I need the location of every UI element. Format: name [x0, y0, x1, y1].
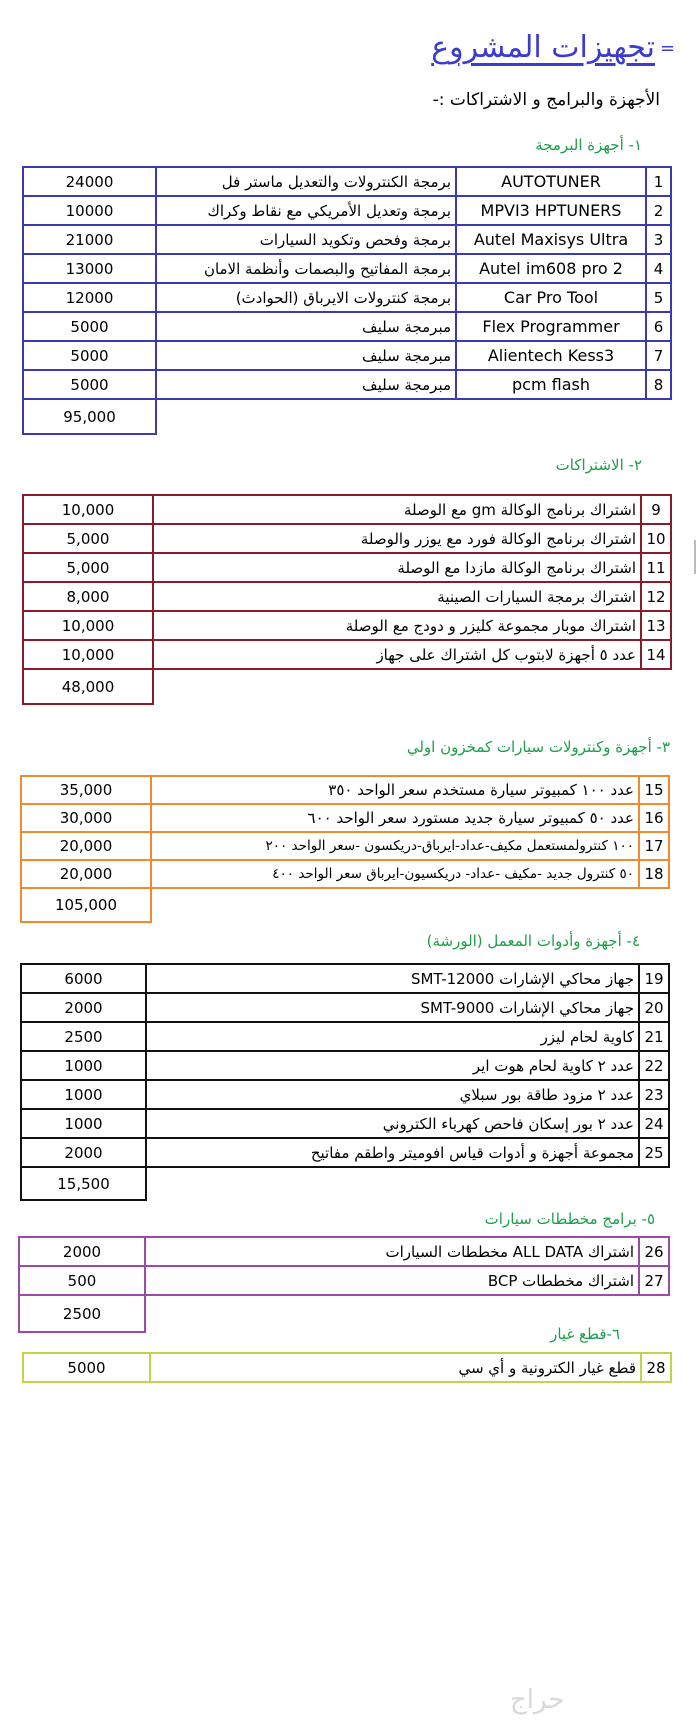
item-name: Alientech Kess3 [456, 341, 646, 370]
item-price: 2000 [21, 993, 146, 1022]
item-number: 15 [639, 776, 669, 804]
section-total: 2500 [19, 1295, 145, 1332]
item-description: برمجة الكنترولات والتعديل ماستر فل [156, 167, 456, 196]
section-total: 48,000 [23, 669, 153, 704]
item-price: 2500 [21, 1022, 146, 1051]
item-number: 11 [641, 553, 671, 582]
item-description: جهاز محاكي الإشارات SMT-9000 [146, 993, 639, 1022]
table-row [21, 1138, 669, 1167]
item-description: مبرمجة سليف [156, 370, 456, 399]
item-number: 19 [639, 964, 669, 993]
item-number: 12 [641, 582, 671, 611]
item-price: 10000 [23, 196, 156, 225]
item-name: MPVI3 HPTUNERS [456, 196, 646, 225]
item-number: 14 [641, 640, 671, 669]
item-price: 5,000 [23, 524, 153, 553]
table-row [23, 254, 671, 283]
item-description: جهاز محاكي الإشارات SMT-12000 [146, 964, 639, 993]
item-price: 1000 [21, 1051, 146, 1080]
inventory-table [20, 775, 670, 923]
item-price: 5000 [23, 370, 156, 399]
section-heading-programming-devices: ١- أجهزة البرمجة [535, 136, 642, 154]
item-price: 5000 [23, 312, 156, 341]
table-row [23, 611, 671, 640]
section-heading-inventory: ٣- أجهزة وكنترولات سيارات كمخزون اولي [406, 738, 670, 756]
table-row [23, 1353, 671, 1382]
item-price: 2000 [21, 1138, 146, 1167]
table-row [23, 341, 671, 370]
table-row [21, 993, 669, 1022]
item-description: برمجة كنترولات الايرباق (الحوادث) [156, 283, 456, 312]
table-row [23, 553, 671, 582]
table-row [21, 832, 669, 860]
item-description: برمجة وتعديل الأمريكي مع نقاط وكراك [156, 196, 456, 225]
item-description: اشتراك مخططات BCP [145, 1266, 639, 1295]
item-price: 10,000 [23, 640, 153, 669]
item-number: 7 [646, 341, 671, 370]
item-number: 22 [639, 1051, 669, 1080]
item-description: برمجة المفاتيح والبصمات وأنظمة الامان [156, 254, 456, 283]
subscriptions-table [22, 494, 672, 705]
table-row [21, 804, 669, 832]
section-heading-subscriptions: ٢- الاشتراكات [555, 456, 642, 474]
item-number: 3 [646, 225, 671, 254]
item-name: AUTOTUNER [456, 167, 646, 196]
table-row [19, 1237, 669, 1266]
item-number: 4 [646, 254, 671, 283]
table-row [23, 640, 671, 669]
item-price: 5,000 [23, 553, 153, 582]
item-price: 13000 [23, 254, 156, 283]
item-number: 13 [641, 611, 671, 640]
item-number: 23 [639, 1080, 669, 1109]
total-row [23, 399, 671, 434]
total-row [23, 669, 671, 704]
item-description: اشتراك موبار مجموعة كليزر و دودج مع الوصلة [153, 611, 641, 640]
section-total: 95,000 [23, 399, 156, 434]
item-description: اشتراك برنامج الوكالة فورد مع يوزر والوصلة [153, 524, 641, 553]
section-total: 105,000 [21, 888, 151, 922]
page-title: تجهيزات المشروع [431, 30, 655, 65]
table-row [23, 524, 671, 553]
table-row [21, 1080, 669, 1109]
section-heading-wiring-diagrams: ٥- برامج مخططات سيارات [484, 1210, 655, 1228]
item-number: 17 [639, 832, 669, 860]
item-description: عدد ١٠٠ كمبيوتر سيارة مستخدم سعر الواحد ٣٥٠ [151, 776, 639, 804]
table-row [21, 860, 669, 888]
item-description: اشتراك ALL DATA مخططات السيارات [145, 1237, 639, 1266]
table-row [23, 370, 671, 399]
title-mark: = [660, 38, 676, 59]
table-row [23, 167, 671, 196]
item-number: 16 [639, 804, 669, 832]
item-number: 2 [646, 196, 671, 225]
item-number: 28 [641, 1353, 671, 1382]
item-price: 20,000 [21, 860, 151, 888]
table-row [23, 495, 671, 524]
item-name: Car Pro Tool [456, 283, 646, 312]
item-description: ٥٠ كنترول جديد -مكيف -عداد- دريكسيون-ايرباق سعر الواحد ٤٠٠ [151, 860, 639, 888]
item-price: 5000 [23, 341, 156, 370]
item-number: 20 [639, 993, 669, 1022]
item-price: 1000 [21, 1109, 146, 1138]
item-price: 5000 [23, 1353, 150, 1382]
item-description: عدد ٢ بور إسكان فاحص كهرباء الكتروني [146, 1109, 639, 1138]
haraj-watermark: حراج [510, 1685, 565, 1715]
item-number: 24 [639, 1109, 669, 1138]
table-row [21, 964, 669, 993]
table-row [19, 1266, 669, 1295]
item-number: 5 [646, 283, 671, 312]
table-row [21, 776, 669, 804]
item-number: 8 [646, 370, 671, 399]
item-price: 35,000 [21, 776, 151, 804]
item-price: 30,000 [21, 804, 151, 832]
scroll-indicator [694, 540, 696, 574]
item-number: 21 [639, 1022, 669, 1051]
item-description: عدد ٥ أجهزة لابتوب كل اشتراك على جهاز [153, 640, 641, 669]
item-number: 1 [646, 167, 671, 196]
table-row [23, 312, 671, 341]
table-row [23, 196, 671, 225]
item-description: مبرمجة سليف [156, 341, 456, 370]
section-heading-workshop-tools: ٤- أجهزة وأدوات المعمل (الورشة) [426, 932, 640, 950]
item-description: قطع غيار الكترونية و أي سي [150, 1353, 641, 1382]
item-number: 10 [641, 524, 671, 553]
item-description: عدد ٢ كاوية لحام هوت اير [146, 1051, 639, 1080]
item-name: Autel Maxisys Ultra [456, 225, 646, 254]
programming-devices-table [22, 166, 672, 435]
item-price: 500 [19, 1266, 145, 1295]
item-description: ١٠٠ كنترولمستعمل مكيف-عداد-ايرباق-دريكسون -سعر الواحد ٢٠٠ [151, 832, 639, 860]
item-description: برمجة وفحص وتكويد السيارات [156, 225, 456, 254]
table-row [21, 1051, 669, 1080]
item-price: 12000 [23, 283, 156, 312]
wiring-diagrams-table [18, 1236, 670, 1333]
item-price: 2000 [19, 1237, 145, 1266]
item-price: 10,000 [23, 495, 153, 524]
item-price: 1000 [21, 1080, 146, 1109]
item-number: 18 [639, 860, 669, 888]
item-name: Autel im608 pro 2 [456, 254, 646, 283]
item-number: 9 [641, 495, 671, 524]
item-price: 6000 [21, 964, 146, 993]
item-number: 25 [639, 1138, 669, 1167]
spare-parts-table [22, 1352, 672, 1383]
item-number: 27 [639, 1266, 669, 1295]
item-number: 26 [639, 1237, 669, 1266]
section-total: 15,500 [21, 1167, 146, 1200]
item-number: 6 [646, 312, 671, 341]
total-row [21, 888, 669, 922]
item-description: كاوية لحام ليزر [146, 1022, 639, 1051]
item-price: 20,000 [21, 832, 151, 860]
item-description: اشتراك برنامج الوكالة gm مع الوصلة [153, 495, 641, 524]
item-description: اشتراك برنامج الوكالة مازدا مع الوصلة [153, 553, 641, 582]
item-name: Flex Programmer [456, 312, 646, 341]
table-row [21, 1022, 669, 1051]
item-description: اشتراك برمجة السيارات الصينية [153, 582, 641, 611]
item-description: مبرمجة سليف [156, 312, 456, 341]
item-price: 21000 [23, 225, 156, 254]
table-row [21, 1109, 669, 1138]
item-description: مجموعة أجهزة و أدوات قياس افوميتر واطقم مفاتيح [146, 1138, 639, 1167]
item-price: 24000 [23, 167, 156, 196]
item-name: pcm flash [456, 370, 646, 399]
table-row [23, 283, 671, 312]
section-heading-spare-parts: ٦-قطع غيار [550, 1325, 620, 1343]
item-price: 10,000 [23, 611, 153, 640]
item-price: 8,000 [23, 582, 153, 611]
table-row [23, 225, 671, 254]
item-description: عدد ٥٠ كمبيوتر سيارة جديد مستورد سعر الواحد ٦٠٠ [151, 804, 639, 832]
total-row [21, 1167, 669, 1200]
page-subtitle: الأجهزة والبرامج و الاشتراكات :- [432, 90, 660, 110]
table-row [23, 582, 671, 611]
workshop-tools-table [20, 963, 670, 1201]
item-description: عدد ٢ مزود طاقة بور سبلاي [146, 1080, 639, 1109]
